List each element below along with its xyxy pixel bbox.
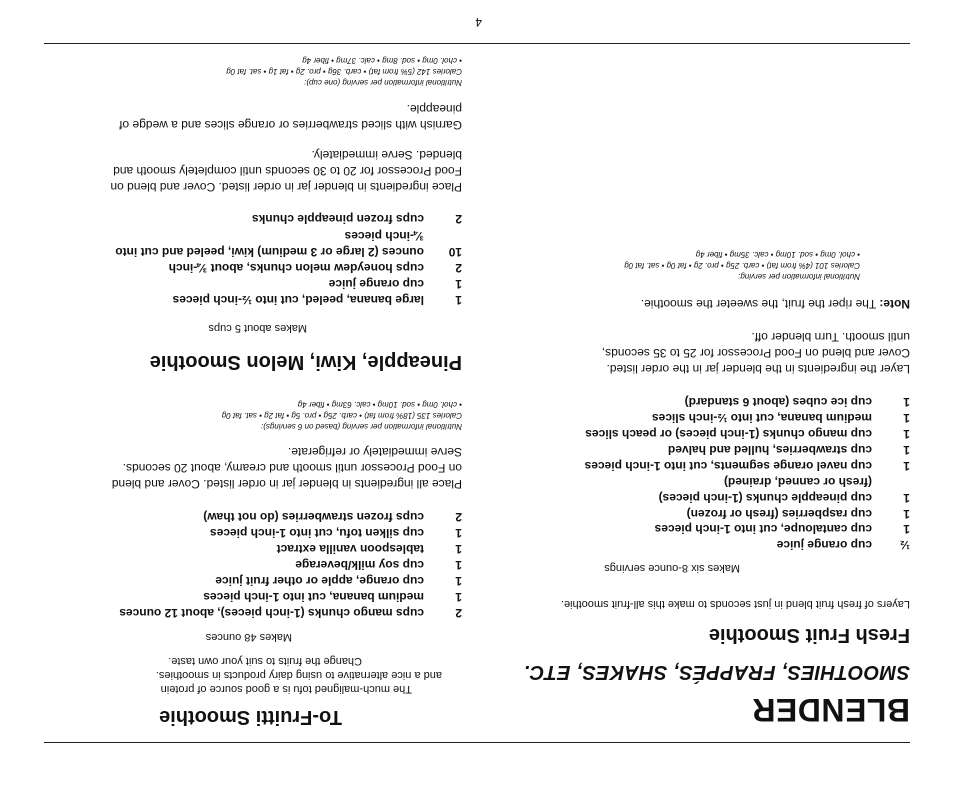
nutrition-info: Calories 135 (18% from fat) • carb. 25g • pro. 5g • fat 2g • sat. fat 0g: [221, 411, 462, 420]
recipe-intro: Layers of fresh fruit blend in just seconds to make this all-fruit smoothie.: [560, 598, 910, 610]
garnish-line: pineapple.: [406, 102, 462, 116]
recipe-title-pineapple-kiwi-melon: Pineapple, Kiwi, Melon Smoothie: [149, 351, 462, 373]
nutrition-info: • chol. 0mg • sod. 10mg • calc. 35mg • fiber 4g: [695, 250, 860, 259]
recipe-intro: Change the fruits to suit your own taste.: [168, 655, 362, 667]
top-rule: [44, 742, 910, 743]
section-heading: SMOOTHIES, FRAPPÉS, SHAKES, ETC.: [523, 661, 910, 683]
nutrition-info: Nutritional information per serving (based on 6 servings):: [261, 422, 462, 431]
directions-line: Food Processor for 20 to 30 seconds until completely smooth and: [113, 164, 462, 178]
nutrition-info: Nutritional information per serving (one cup):: [304, 78, 462, 87]
directions-line: blended. Serve immediately.: [311, 148, 462, 162]
directions-line: Layer the ingredients in the blender jar in the order listed.: [606, 362, 910, 376]
directions-line: Place ingredients in blender jar in order listed. Cover and blend on: [110, 180, 462, 194]
note-text: The riper the fruit, the sweeter the smoothie.: [640, 297, 877, 311]
note-label: Note:: [879, 297, 910, 311]
garnish-line: Garnish with sliced strawberries or orange slices and a wedge of: [119, 118, 462, 132]
recipe-intro: The much-maligned tofu is a good source of protein: [160, 683, 412, 695]
nutrition-info: Calories 142 (5% from fat) • carb. 36g • pro. 2g • fat 1g • sat. fat 0g: [226, 67, 462, 76]
servings-text: Makes about 5 cups: [208, 322, 307, 334]
nutrition-info: • chol. 0mg • sod. 10mg • calc. 63mg • fiber 4g: [297, 400, 462, 409]
nutrition-info: Calories 101 (4% from fat) • carb. 25g • pro. 2g • fat 0g • sat. fat 0g: [624, 261, 860, 270]
directions-line: Serve immediately or refrigerate.: [287, 445, 462, 459]
nutrition-info: • chol. 0mg • sod. 8mg • calc. 37mg • fiber 4g: [302, 56, 462, 65]
recipe-title-to-fruitti: To-Fruitti Smoothie: [159, 706, 342, 728]
directions-line: Place all ingredients in blender jar in order listed. Cover and blend: [111, 477, 462, 491]
directions-line: on Food Processor until smooth and creamy, about 20 seconds.: [122, 461, 462, 475]
recipe-intro: and a nice alternative to using dairy products in smoothies.: [155, 669, 442, 681]
page-header-title: BLENDER: [751, 692, 910, 728]
servings-text: Makes six 8-ounce servings: [604, 562, 740, 574]
directions-line: until smooth. Turn blender off.: [751, 330, 910, 344]
manual-page: BLENDER SMOOTHIES, FRAPPÉS, SHAKES, ETC. Fresh Fruit Smoothie Layers of fresh fruit blend in just seconds to make this all-fruit smoothie. Makes six 8-ounce servings ½ cup orange juice 1 cup cantaloupe, cut into 1-inch pieces 1 cup raspberries (fresh or frozen) 1 cup pineapple chunks (1-inch pieces) (fresh or canned, drained) 1 cup navel orange segments, cut into 1-inch pieces 1 cup strawberries, hulled and halved 1 cup mango chunks (1-inch pieces) or peach slices 1 medium banana, cut into ½-inch slices 1 cup ice cubes (about 6 standard) Layer the ingredients in the blender jar in the order listed. Cover and blend on Food Processor for 25 to 35 seconds, until smooth. Turn blender off. Note: The riper the fruit, the sweeter the smoothie. Nutritional information per serving: Calories 101 (4% from fat) • carb. 25g • pro. 2g • fat 0g • sat. fat 0g • chol. 0mg • sod. 10mg • calc. 35mg • fiber 4g To-Fruitti Smoothie The much-maligned tofu is a good source of protein and a nice alternative to using dairy products in smoothies. Change the fruits to suit your own taste. Makes 48 ounces 2 cups mango chunks (1-inch pieces), about 12 ounces 1 medium banana, cut into 1-inch pieces 1 cup orange, apple or other fruit juice 1 cup soy milk/beverage 1 tablespoon vanilla extract 1 cup silken tofu, cut into 1-inch pieces 2 cups frozen strawberries (do not thaw) Place all ingredients in blender jar in order listed. Cover and blend on Food Processor until smooth and creamy, about 20 seconds. Serve immediately or refrigerate. Nutritional information per serving (based on 6 servings): Calories 135 (18% from fat) • carb. 25g • pro. 5g • fat 2g • sat. fat 0g • chol. 0mg • sod. 10mg • calc. 63mg • fiber 4g Pineapple, Kiwi, Melon Smoothie Makes about 5 cups 1 large banana, peeled, cut into ½-inch pieces 1 cup orange juice 2 cups honeydew melon chunks, about ¾-inch 10 ounces (2 large or 3 medium) kiwi, peeled and cut into ¾-inch pieces 2 cups frozen pineapple chunks Place ingredients in blender jar in order listed. Cover and blend on Food Processor for 20 to 30 seconds until completely smooth and blended. Serve immediately. Garnish with sliced strawberries or orange slices and a wedge of pineapple. Nutritional information per serving (one cup): Calories 142 (5% from fat) • carb. 36g • pro. 2g • fat 1g • sat. fat 0g • chol. 0mg • sod. 8mg • calc. 37mg • fiber 4g 4: [0, 0, 954, 786]
page-number: 4: [475, 15, 482, 29]
servings-text: Makes 48 ounces: [205, 631, 292, 643]
nutrition-info: Nutritional information per serving:: [738, 272, 860, 281]
recipe-title-fresh-fruit: Fresh Fruit Smoothie: [708, 624, 910, 646]
note: [641, 296, 910, 312]
bottom-rule: [44, 43, 910, 44]
directions-line: Cover and blend on Food Processor for 25 to 35 seconds,: [601, 346, 910, 360]
